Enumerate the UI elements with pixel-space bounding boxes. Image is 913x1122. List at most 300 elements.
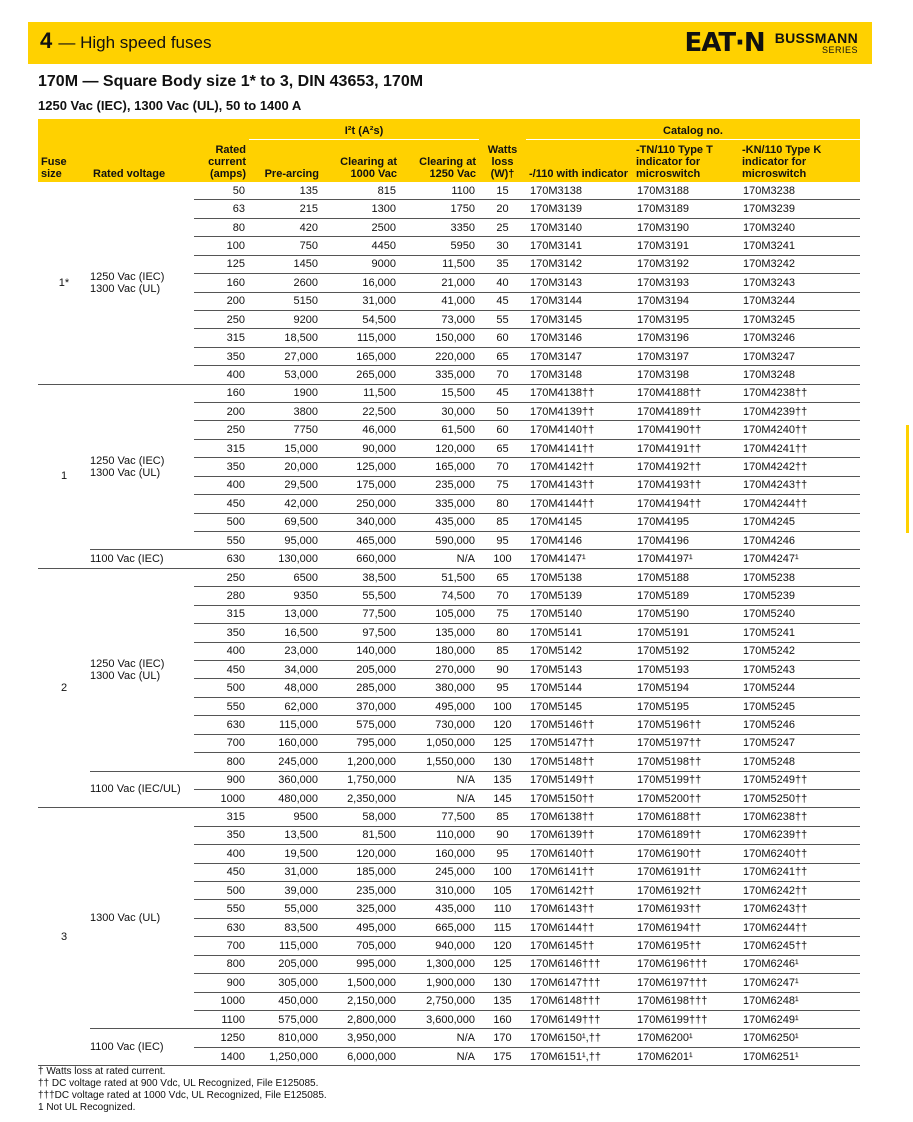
pre-arcing-cell: 27,000 bbox=[249, 347, 322, 365]
pre-arcing-cell: 215 bbox=[249, 200, 322, 218]
pre-arcing-cell: 13,000 bbox=[249, 605, 322, 623]
fuse-size-cell: 3 bbox=[38, 808, 90, 1066]
clearing-1000-cell: 115,000 bbox=[322, 329, 400, 347]
cat-tn-cell: 170M5190 bbox=[633, 605, 739, 623]
rated-current-cell: 100 bbox=[194, 237, 249, 255]
cat-110-cell: 170M6150¹,†† bbox=[526, 1029, 633, 1047]
clearing-1000-cell: 22,500 bbox=[322, 403, 400, 421]
cat-110-cell: 170M5150†† bbox=[526, 789, 633, 807]
rated-current-cell: 450 bbox=[194, 863, 249, 881]
rated-current-cell: 450 bbox=[194, 660, 249, 678]
pre-arcing-cell: 480,000 bbox=[249, 789, 322, 807]
watts-loss-cell: 100 bbox=[479, 697, 526, 715]
table-row bbox=[38, 771, 860, 789]
cat-kn-cell: 170M3241 bbox=[739, 237, 860, 255]
clearing-1000-cell: 265,000 bbox=[322, 366, 400, 384]
cat-kn-cell: 170M3242 bbox=[739, 255, 860, 273]
watts-loss-cell: 160 bbox=[479, 1010, 526, 1028]
watts-loss-cell: 125 bbox=[479, 734, 526, 752]
rated-current-cell: 315 bbox=[194, 329, 249, 347]
cat-kn-cell: 170M5249†† bbox=[739, 771, 860, 789]
cat-110-cell: 170M6143†† bbox=[526, 900, 633, 918]
watts-loss-cell: 65 bbox=[479, 568, 526, 586]
col-cat-tn: -TN/110 Type T indicator for microswitch bbox=[633, 140, 739, 183]
pre-arcing-cell: 9350 bbox=[249, 587, 322, 605]
cat-110-cell: 170M3144 bbox=[526, 292, 633, 310]
rated-voltage-cell bbox=[90, 550, 194, 568]
clearing-1250-cell: 1750 bbox=[400, 200, 479, 218]
rated-current-cell: 50 bbox=[194, 182, 249, 200]
cat-110-cell: 170M3142 bbox=[526, 255, 633, 273]
clearing-1000-cell: 1,750,000 bbox=[322, 771, 400, 789]
pre-arcing-cell: 160,000 bbox=[249, 734, 322, 752]
table-row bbox=[38, 568, 860, 586]
clearing-1250-cell: N/A bbox=[400, 550, 479, 568]
clearing-1000-cell: 16,000 bbox=[322, 274, 400, 292]
clearing-1250-cell: 1,300,000 bbox=[400, 955, 479, 973]
clearing-1000-cell: 175,000 bbox=[322, 476, 400, 494]
clearing-1250-cell: 220,000 bbox=[400, 347, 479, 365]
watts-loss-cell: 115 bbox=[479, 918, 526, 936]
cat-tn-cell: 170M6188†† bbox=[633, 808, 739, 826]
cat-110-cell: 170M6147††† bbox=[526, 974, 633, 992]
cat-110-cell: 170M3145 bbox=[526, 310, 633, 328]
clearing-1000-cell: 325,000 bbox=[322, 900, 400, 918]
cat-kn-cell: 170M6247¹ bbox=[739, 974, 860, 992]
clearing-1000-cell: 6,000,000 bbox=[322, 1047, 400, 1065]
cat-kn-cell: 170M4243†† bbox=[739, 476, 860, 494]
cat-tn-cell: 170M6192†† bbox=[633, 882, 739, 900]
eaton-logo: EAT·N bbox=[684, 28, 765, 58]
pre-arcing-cell: 9200 bbox=[249, 310, 322, 328]
cat-kn-cell: 170M4239†† bbox=[739, 403, 860, 421]
clearing-1250-cell: 165,000 bbox=[400, 458, 479, 476]
cat-tn-cell: 170M6197††† bbox=[633, 974, 739, 992]
cat-kn-cell: 170M3243 bbox=[739, 274, 860, 292]
pre-arcing-cell: 31,000 bbox=[249, 863, 322, 881]
rated-current-cell: 80 bbox=[194, 218, 249, 236]
footnote: 1 Not UL Recognized. bbox=[38, 1102, 136, 1113]
clearing-1250-cell: 495,000 bbox=[400, 697, 479, 715]
clearing-1250-cell: 310,000 bbox=[400, 882, 479, 900]
pre-arcing-cell: 115,000 bbox=[249, 716, 322, 734]
rated-current-cell: 500 bbox=[194, 882, 249, 900]
rated-current-cell: 630 bbox=[194, 918, 249, 936]
watts-loss-cell: 95 bbox=[479, 532, 526, 550]
watts-loss-cell: 60 bbox=[479, 329, 526, 347]
table-row bbox=[38, 384, 860, 402]
cat-tn-cell: 170M3193 bbox=[633, 274, 739, 292]
rated-voltage-label: 1300 Vac (UL) bbox=[90, 467, 161, 480]
clearing-1000-cell: 795,000 bbox=[322, 734, 400, 752]
cat-110-cell: 170M3141 bbox=[526, 237, 633, 255]
watts-loss-cell: 25 bbox=[479, 218, 526, 236]
cat-kn-cell: 170M3238 bbox=[739, 182, 860, 200]
watts-loss-cell: 110 bbox=[479, 900, 526, 918]
clearing-1250-cell: 150,000 bbox=[400, 329, 479, 347]
watts-loss-cell: 125 bbox=[479, 955, 526, 973]
clearing-1250-cell: 380,000 bbox=[400, 679, 479, 697]
footnotes bbox=[38, 1066, 327, 1114]
clearing-1250-cell: 74,500 bbox=[400, 587, 479, 605]
clearing-1000-cell: 185,000 bbox=[322, 863, 400, 881]
rated-voltage-label: 1100 Vac (IEC) bbox=[90, 553, 164, 566]
cat-tn-cell: 170M3195 bbox=[633, 310, 739, 328]
watts-loss-cell: 35 bbox=[479, 255, 526, 273]
pre-arcing-cell: 55,000 bbox=[249, 900, 322, 918]
pre-arcing-cell: 115,000 bbox=[249, 937, 322, 955]
pre-arcing-cell: 7750 bbox=[249, 421, 322, 439]
clearing-1250-cell: 435,000 bbox=[400, 900, 479, 918]
cat-kn-cell: 170M5243 bbox=[739, 660, 860, 678]
fuse-size-cell: 2 bbox=[38, 568, 90, 807]
cat-110-cell: 170M6144†† bbox=[526, 918, 633, 936]
watts-loss-cell: 175 bbox=[479, 1047, 526, 1065]
watts-loss-cell: 135 bbox=[479, 771, 526, 789]
clearing-1000-cell: 815 bbox=[322, 182, 400, 200]
cat-kn-cell: 170M6249¹ bbox=[739, 1010, 860, 1028]
clearing-1250-cell: 1,050,000 bbox=[400, 734, 479, 752]
clearing-1000-cell: 705,000 bbox=[322, 937, 400, 955]
cat-110-cell: 170M5145 bbox=[526, 697, 633, 715]
watts-loss-cell: 70 bbox=[479, 458, 526, 476]
rated-current-cell: 250 bbox=[194, 310, 249, 328]
cat-tn-cell: 170M4188†† bbox=[633, 384, 739, 402]
cat-110-cell: 170M4139†† bbox=[526, 403, 633, 421]
rated-current-cell: 200 bbox=[194, 292, 249, 310]
cat-tn-cell: 170M6190†† bbox=[633, 845, 739, 863]
cat-kn-cell: 170M6251¹ bbox=[739, 1047, 860, 1065]
clearing-1250-cell: 3,600,000 bbox=[400, 1010, 479, 1028]
clearing-1250-cell: 180,000 bbox=[400, 642, 479, 660]
cat-110-cell: 170M5139 bbox=[526, 587, 633, 605]
rated-voltage-cell bbox=[90, 182, 194, 384]
cat-tn-cell: 170M5200†† bbox=[633, 789, 739, 807]
rated-current-cell: 1100 bbox=[194, 1010, 249, 1028]
rated-voltage-cell bbox=[90, 384, 194, 550]
rated-current-cell: 280 bbox=[194, 587, 249, 605]
watts-loss-cell: 90 bbox=[479, 826, 526, 844]
watts-loss-cell: 15 bbox=[479, 182, 526, 200]
cat-110-cell: 170M6145†† bbox=[526, 937, 633, 955]
section-title: — High speed fuses bbox=[58, 33, 212, 52]
cat-110-cell: 170M3140 bbox=[526, 218, 633, 236]
clearing-1250-cell: 1100 bbox=[400, 182, 479, 200]
cat-kn-cell: 170M3240 bbox=[739, 218, 860, 236]
watts-loss-cell: 120 bbox=[479, 716, 526, 734]
pre-arcing-cell: 34,000 bbox=[249, 660, 322, 678]
cat-110-cell: 170M3148 bbox=[526, 366, 633, 384]
cat-tn-cell: 170M6189†† bbox=[633, 826, 739, 844]
cat-tn-cell: 170M5189 bbox=[633, 587, 739, 605]
cat-tn-cell: 170M4191†† bbox=[633, 439, 739, 457]
clearing-1250-cell: 1,900,000 bbox=[400, 974, 479, 992]
clearing-1250-cell: 2,750,000 bbox=[400, 992, 479, 1010]
clearing-1250-cell: 270,000 bbox=[400, 660, 479, 678]
cat-110-cell: 170M6149††† bbox=[526, 1010, 633, 1028]
clearing-1000-cell: 205,000 bbox=[322, 660, 400, 678]
clearing-1000-cell: 3,950,000 bbox=[322, 1029, 400, 1047]
rated-current-cell: 350 bbox=[194, 458, 249, 476]
clearing-1250-cell: 73,000 bbox=[400, 310, 479, 328]
cat-kn-cell: 170M6246¹ bbox=[739, 955, 860, 973]
clearing-1000-cell: 285,000 bbox=[322, 679, 400, 697]
clearing-1000-cell: 340,000 bbox=[322, 513, 400, 531]
cat-tn-cell: 170M4189†† bbox=[633, 403, 739, 421]
rated-current-cell: 400 bbox=[194, 366, 249, 384]
clearing-1250-cell: 235,000 bbox=[400, 476, 479, 494]
clearing-1000-cell: 2500 bbox=[322, 218, 400, 236]
rated-current-cell: 500 bbox=[194, 513, 249, 531]
cat-tn-cell: 170M3188 bbox=[633, 182, 739, 200]
table-row bbox=[38, 182, 860, 200]
cat-tn-cell: 170M6191†† bbox=[633, 863, 739, 881]
pre-arcing-cell: 15,000 bbox=[249, 439, 322, 457]
cat-tn-cell: 170M6199††† bbox=[633, 1010, 739, 1028]
clearing-1000-cell: 1,200,000 bbox=[322, 753, 400, 771]
footnote: †† DC voltage rated at 900 Vdc, UL Recognized, File E125085. bbox=[38, 1078, 319, 1089]
clearing-1000-cell: 125,000 bbox=[322, 458, 400, 476]
cat-110-cell: 170M5141 bbox=[526, 624, 633, 642]
clearing-1000-cell: 660,000 bbox=[322, 550, 400, 568]
watts-loss-cell: 55 bbox=[479, 310, 526, 328]
cat-kn-cell: 170M6238†† bbox=[739, 808, 860, 826]
clearing-1250-cell: 15,500 bbox=[400, 384, 479, 402]
cat-kn-cell: 170M4242†† bbox=[739, 458, 860, 476]
rated-voltage-label: 1250 Vac (IEC) bbox=[90, 270, 165, 283]
rated-current-cell: 250 bbox=[194, 568, 249, 586]
cat-kn-cell: 170M6248¹ bbox=[739, 992, 860, 1010]
cat-tn-cell: 170M5191 bbox=[633, 624, 739, 642]
cat-110-cell: 170M5146†† bbox=[526, 716, 633, 734]
cat-kn-cell: 170M6243†† bbox=[739, 900, 860, 918]
clearing-1000-cell: 1,500,000 bbox=[322, 974, 400, 992]
page-title: 170M — Square Body size 1* to 3, DIN 43653, 170M bbox=[38, 73, 424, 90]
clearing-1250-cell: N/A bbox=[400, 1029, 479, 1047]
rated-current-cell: 900 bbox=[194, 974, 249, 992]
clearing-1250-cell: 21,000 bbox=[400, 274, 479, 292]
pre-arcing-cell: 2600 bbox=[249, 274, 322, 292]
clearing-1250-cell: 105,000 bbox=[400, 605, 479, 623]
pre-arcing-cell: 130,000 bbox=[249, 550, 322, 568]
cat-tn-cell: 170M3189 bbox=[633, 200, 739, 218]
clearing-1000-cell: 77,500 bbox=[322, 605, 400, 623]
pre-arcing-cell: 1900 bbox=[249, 384, 322, 402]
clearing-1000-cell: 58,000 bbox=[322, 808, 400, 826]
watts-loss-cell: 90 bbox=[479, 660, 526, 678]
clearing-1250-cell: 335,000 bbox=[400, 495, 479, 513]
cat-110-cell: 170M3146 bbox=[526, 329, 633, 347]
clearing-1250-cell: 160,000 bbox=[400, 845, 479, 863]
cat-tn-cell: 170M3194 bbox=[633, 292, 739, 310]
cat-110-cell: 170M5147†† bbox=[526, 734, 633, 752]
clearing-1250-cell: 3350 bbox=[400, 218, 479, 236]
cat-tn-cell: 170M4196 bbox=[633, 532, 739, 550]
cat-kn-cell: 170M6242†† bbox=[739, 882, 860, 900]
clearing-1000-cell: 140,000 bbox=[322, 642, 400, 660]
table-row bbox=[38, 808, 860, 826]
pre-arcing-cell: 420 bbox=[249, 218, 322, 236]
clearing-1000-cell: 46,000 bbox=[322, 421, 400, 439]
clearing-1000-cell: 370,000 bbox=[322, 697, 400, 715]
cat-110-cell: 170M4142†† bbox=[526, 458, 633, 476]
cat-110-cell: 170M6151¹,†† bbox=[526, 1047, 633, 1065]
watts-loss-cell: 60 bbox=[479, 421, 526, 439]
clearing-1000-cell: 250,000 bbox=[322, 495, 400, 513]
watts-loss-cell: 50 bbox=[479, 403, 526, 421]
watts-loss-cell: 80 bbox=[479, 624, 526, 642]
cat-kn-cell: 170M3244 bbox=[739, 292, 860, 310]
rated-current-cell: 800 bbox=[194, 753, 249, 771]
rated-current-cell: 315 bbox=[194, 605, 249, 623]
pre-arcing-cell: 1450 bbox=[249, 255, 322, 273]
clearing-1250-cell: 245,000 bbox=[400, 863, 479, 881]
clearing-1000-cell: 2,350,000 bbox=[322, 789, 400, 807]
clearing-1250-cell: 135,000 bbox=[400, 624, 479, 642]
rated-current-cell: 700 bbox=[194, 937, 249, 955]
cat-110-cell: 170M4138†† bbox=[526, 384, 633, 402]
cat-110-cell: 170M6140†† bbox=[526, 845, 633, 863]
cat-tn-cell: 170M4192†† bbox=[633, 458, 739, 476]
cat-110-cell: 170M4143†† bbox=[526, 476, 633, 494]
series-label: SERIES bbox=[821, 45, 858, 55]
clearing-1000-cell: 90,000 bbox=[322, 439, 400, 457]
cat-tn-cell: 170M4190†† bbox=[633, 421, 739, 439]
eaton-bussmann-logo bbox=[684, 28, 858, 58]
table-row bbox=[38, 1029, 860, 1047]
pre-arcing-cell: 42,000 bbox=[249, 495, 322, 513]
fuse-size-cell: 1 bbox=[38, 384, 90, 568]
rated-current-cell: 400 bbox=[194, 642, 249, 660]
pre-arcing-cell: 53,000 bbox=[249, 366, 322, 384]
clearing-1000-cell: 11,500 bbox=[322, 384, 400, 402]
cat-tn-cell: 170M5193 bbox=[633, 660, 739, 678]
cat-110-cell: 170M6139†† bbox=[526, 826, 633, 844]
cat-110-cell: 170M3139 bbox=[526, 200, 633, 218]
clearing-1250-cell: 51,500 bbox=[400, 568, 479, 586]
clearing-1000-cell: 165,000 bbox=[322, 347, 400, 365]
cat-kn-cell: 170M3245 bbox=[739, 310, 860, 328]
clearing-1000-cell: 575,000 bbox=[322, 716, 400, 734]
cat-110-cell: 170M4140†† bbox=[526, 421, 633, 439]
pre-arcing-cell: 135 bbox=[249, 182, 322, 200]
pre-arcing-cell: 13,500 bbox=[249, 826, 322, 844]
watts-loss-cell: 100 bbox=[479, 550, 526, 568]
cat-110-cell: 170M3143 bbox=[526, 274, 633, 292]
cat-110-cell: 170M4145 bbox=[526, 513, 633, 531]
clearing-1250-cell: 11,500 bbox=[400, 255, 479, 273]
cat-tn-cell: 170M5195 bbox=[633, 697, 739, 715]
pre-arcing-cell: 3800 bbox=[249, 403, 322, 421]
cat-tn-cell: 170M6195†† bbox=[633, 937, 739, 955]
pre-arcing-cell: 95,000 bbox=[249, 532, 322, 550]
cat-kn-cell: 170M5250†† bbox=[739, 789, 860, 807]
rated-voltage-cell bbox=[90, 568, 194, 771]
cat-kn-cell: 170M4241†† bbox=[739, 439, 860, 457]
rated-current-cell: 315 bbox=[194, 439, 249, 457]
pre-arcing-cell: 69,500 bbox=[249, 513, 322, 531]
clearing-1250-cell: 665,000 bbox=[400, 918, 479, 936]
clearing-1250-cell: 335,000 bbox=[400, 366, 479, 384]
clearing-1250-cell: 30,000 bbox=[400, 403, 479, 421]
clearing-1000-cell: 495,000 bbox=[322, 918, 400, 936]
pre-arcing-cell: 810,000 bbox=[249, 1029, 322, 1047]
cat-kn-cell: 170M5244 bbox=[739, 679, 860, 697]
cat-kn-cell: 170M4240†† bbox=[739, 421, 860, 439]
cat-tn-cell: 170M3190 bbox=[633, 218, 739, 236]
pre-arcing-cell: 9500 bbox=[249, 808, 322, 826]
watts-loss-cell: 65 bbox=[479, 439, 526, 457]
cat-kn-cell: 170M6250¹ bbox=[739, 1029, 860, 1047]
clearing-1000-cell: 55,500 bbox=[322, 587, 400, 605]
cat-kn-cell: 170M5248 bbox=[739, 753, 860, 771]
cat-kn-cell: 170M5247 bbox=[739, 734, 860, 752]
cat-tn-cell: 170M6196††† bbox=[633, 955, 739, 973]
cat-110-cell: 170M5140 bbox=[526, 605, 633, 623]
col-clear-1000: Clearing at 1000 Vac bbox=[322, 140, 400, 183]
cat-kn-cell: 170M6244†† bbox=[739, 918, 860, 936]
watts-loss-cell: 105 bbox=[479, 882, 526, 900]
fuse-table bbox=[38, 119, 860, 1066]
rated-current-cell: 500 bbox=[194, 679, 249, 697]
cat-110-cell: 170M5149†† bbox=[526, 771, 633, 789]
clearing-1250-cell: 590,000 bbox=[400, 532, 479, 550]
clearing-1000-cell: 9000 bbox=[322, 255, 400, 273]
col-watts: Watts loss (W)† bbox=[479, 119, 526, 182]
clearing-1000-cell: 2,150,000 bbox=[322, 992, 400, 1010]
clearing-1250-cell: 940,000 bbox=[400, 937, 479, 955]
rated-current-cell: 550 bbox=[194, 532, 249, 550]
cat-kn-cell: 170M6239†† bbox=[739, 826, 860, 844]
watts-loss-cell: 75 bbox=[479, 605, 526, 623]
rated-voltage-label: 1300 Vac (UL) bbox=[90, 669, 161, 682]
bussmann-label: BUSSMANN bbox=[774, 30, 858, 46]
cat-110-cell: 170M5142 bbox=[526, 642, 633, 660]
pre-arcing-cell: 48,000 bbox=[249, 679, 322, 697]
cat-tn-cell: 170M5188 bbox=[633, 568, 739, 586]
section-banner bbox=[28, 22, 872, 64]
rated-current-cell: 1250 bbox=[194, 1029, 249, 1047]
footnote: †††DC voltage rated at 1000 Vdc, UL Recognized, File E125085. bbox=[38, 1090, 327, 1101]
pre-arcing-cell: 245,000 bbox=[249, 753, 322, 771]
col-cat-kn: -KN/110 Type K indicator for microswitch bbox=[739, 140, 860, 183]
cat-kn-cell: 170M4238†† bbox=[739, 384, 860, 402]
watts-loss-cell: 130 bbox=[479, 974, 526, 992]
clearing-1000-cell: 465,000 bbox=[322, 532, 400, 550]
clearing-1000-cell: 1300 bbox=[322, 200, 400, 218]
pre-arcing-cell: 83,500 bbox=[249, 918, 322, 936]
pre-arcing-cell: 18,500 bbox=[249, 329, 322, 347]
col-catalog: Catalog no. bbox=[526, 119, 860, 140]
cat-kn-cell: 170M4247¹ bbox=[739, 550, 860, 568]
cat-tn-cell: 170M3192 bbox=[633, 255, 739, 273]
rated-voltage-label: 1100 Vac (IEC) bbox=[90, 1041, 164, 1054]
cat-tn-cell: 170M5196†† bbox=[633, 716, 739, 734]
clearing-1250-cell: 435,000 bbox=[400, 513, 479, 531]
cat-110-cell: 170M6148††† bbox=[526, 992, 633, 1010]
rated-current-cell: 550 bbox=[194, 697, 249, 715]
cat-110-cell: 170M6141†† bbox=[526, 863, 633, 881]
cat-110-cell: 170M6146††† bbox=[526, 955, 633, 973]
section-number: 4 bbox=[40, 28, 53, 53]
clearing-1250-cell: 5950 bbox=[400, 237, 479, 255]
cat-tn-cell: 170M4195 bbox=[633, 513, 739, 531]
pre-arcing-cell: 575,000 bbox=[249, 1010, 322, 1028]
pre-arcing-cell: 6500 bbox=[249, 568, 322, 586]
cat-tn-cell: 170M5198†† bbox=[633, 753, 739, 771]
clearing-1250-cell: 1,550,000 bbox=[400, 753, 479, 771]
rated-current-cell: 350 bbox=[194, 624, 249, 642]
